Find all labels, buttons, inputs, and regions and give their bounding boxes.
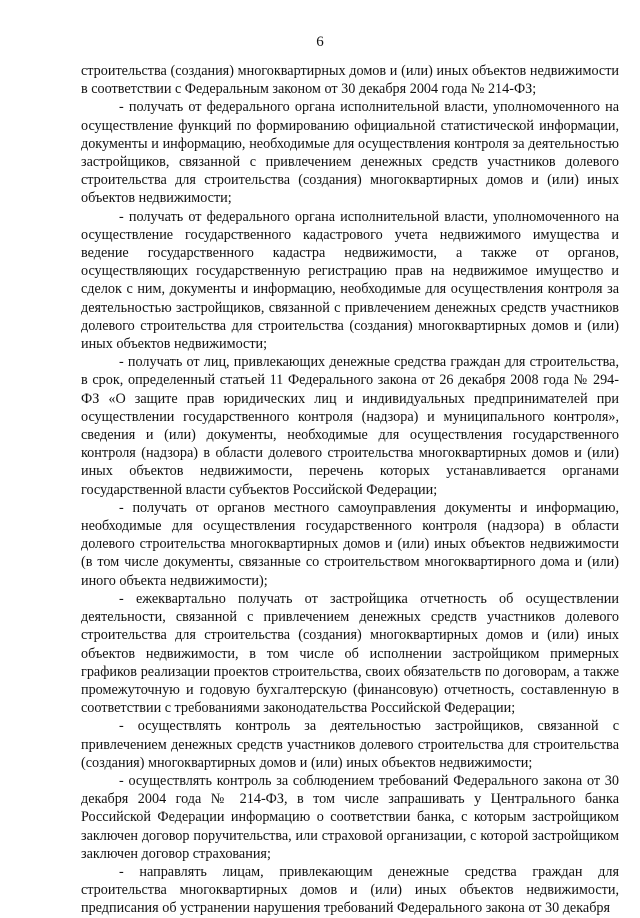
paragraph-activity-control: - осуществлять контроль за деятельностью застройщиков, связанной с привлечением денежных средств участников долевого строительства для строительства (создания) многоквартирных домов и (или) иных объектов недвижимости; [81,718,619,771]
paragraph-law-compliance-control: - осуществлять контроль за соблюдением требований Федерального закона от 30 декабря 2004 года № 214-ФЗ, в том числе запрашивать у Центрального банка Российской Федерации информацию о соответствии банка, с которым застройщиком заключен договор поручительства, или страховой организации, с которой застройщиком заключен договор страхования; [81,772,619,862]
paragraph-developer-documents: - получать от лиц, привлекающих денежные средства граждан для строительства, в срок, определенный статьей 11 Федерального закона от 26 декабря 2008 года № 294-ФЗ «О защите прав юридических лиц и индивидуальных предпринимателей при осуществлении государственного контроля (надзора) и муниципального контроля», сведения и (или) документы, необходимые для осуществления государственного контроля (надзора) в области долевого строительства многоквартирных домов и (или) иных объектов недвижимости, перечень которых устанавливается органами государственной власти субъектов Российской Федерации; [81,354,619,498]
page-number: 6 [316,34,324,50]
document-body [81,62,619,918]
paragraph-cadastral-info: - получать от федерального органа исполнительной власти, уполномоченного на осуществление государственного кадастрового учета недвижимого имущества и ведение государственного кадастра недвижимости, а также от органов, осуществляющих государственную регистрацию прав на недвижимое имущество и сделок с ним, документы и информацию, необходимые для осуществления контроля за деятельностью застройщиков, связанной с привлечением денежных средств участников долевого строительства для строительства (создания) многоквартирных домов и (или) иных объектов недвижимости; [81,208,619,353]
paragraph-continuation: строительства (создания) многоквартирных домов и (или) иных объектов недвижимости в соответствии с Федеральным законом от 30 декабря 2004 года № 214-ФЗ; [81,63,619,98]
paragraph-quarterly-reporting: - ежеквартально получать от застройщика отчетность об осуществлении деятельности, связанной с привлечением денежных средств участников долевого строительства для строительства (создания) многоквартирных домов и (или) иных объектов недвижимости, в том числе об исполнении застройщиком примерных графиков реализации проектов строительства, своих обязательств по договорам, а также промежуточную и годовую бухгалтерскую (финансовую) отчетность, составленную в соответствии с требованиями законодательства Российской Федерации; [81,590,619,717]
paragraph-statistics-info: - получать от федерального органа исполнительной власти, уполномоченного на осуществление функций по формированию официальной статистической информации, документы и информацию, необходимые для осуществления контроля за деятельностью застройщиков, связанной с привлечением денежных средств участников долевого строительства для строительства (создания) многоквартирных домов и (или) иных объектов недвижимости; [81,99,619,207]
paragraph-violation-orders: - направлять лицам, привлекающим денежные средства граждан для строительства многоквартирных домов и (или) иных объектов недвижимости, предписания об устранении нарушения требований Федерального закона от 30 декабря [81,863,619,917]
paragraph-local-government-info: - получать от органов местного самоуправления документы и информацию, необходимые для осуществления государственного контроля (надзора) в области долевого строительства многоквартирных домов и (или) иных объектов недвижимости (в том числе документы, связанные со строительством многоквартирного дома и (или) иного объекта недвижимости); [81,499,619,589]
